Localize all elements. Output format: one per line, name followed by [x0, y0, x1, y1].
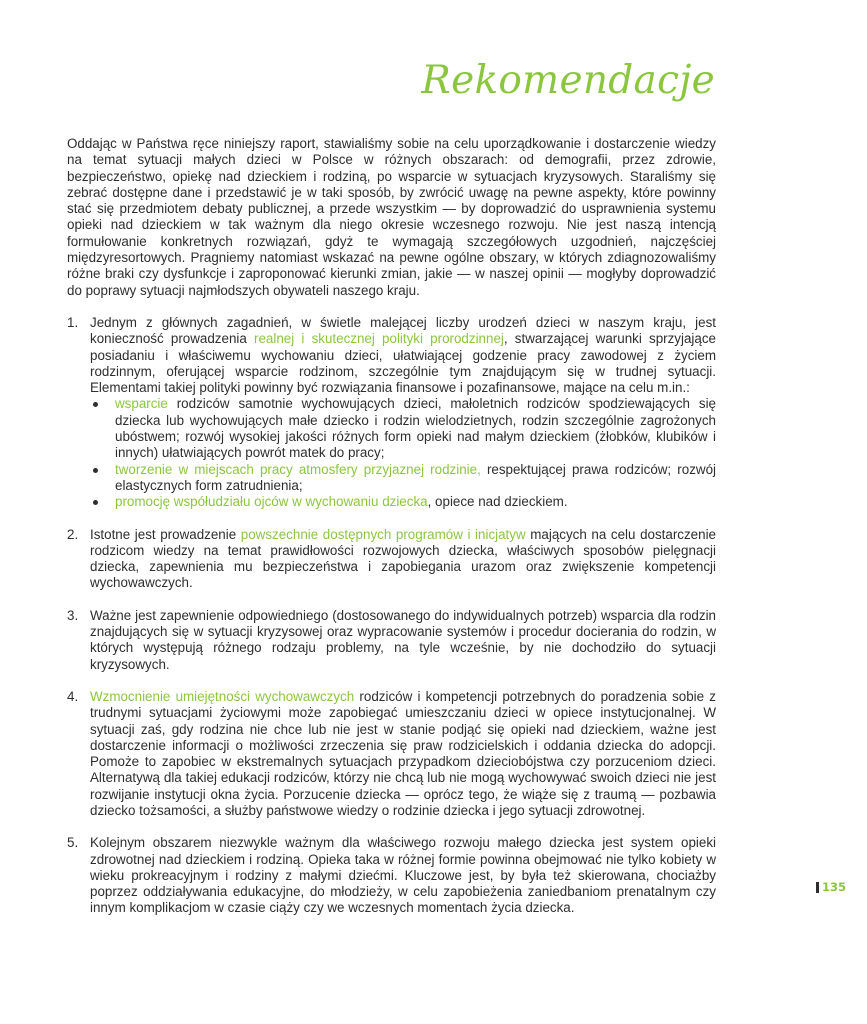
item-text: , stwarzającej warunki sprzyjające posiadaniu i właściwemu wychowaniu dzieci, ułatwiającej godzenie pracy zawodowej z życiem rodzinnym, oferującej wsparcie rodzinom, szczególnie tym znajdującym się w trudnej sytuacji. Elementami takiej polityki powinny być rozwiązania finansowe i pozafinansowe, mające na celu m.in.:	[90, 331, 716, 396]
list-item	[67, 527, 716, 592]
list-item	[67, 689, 716, 819]
item-number: 1.	[67, 314, 79, 330]
bullet-text: respektującej prawa rodziców; rozwój elastycznych form zatrudnienia;	[115, 461, 716, 493]
item-text: Istotne jest prowadzenie	[90, 526, 241, 542]
highlight-text: realnej i skutecznej polityki prorodzinnej	[254, 331, 504, 347]
highlight-text: tworzenie w miejscach pracy atmosfery przyjaznej rodzinie,	[115, 461, 481, 477]
body-text	[67, 136, 716, 933]
bullet-text: , opiece nad dzieckiem.	[427, 494, 568, 510]
bullet-list	[90, 396, 716, 510]
item-number: 2.	[67, 526, 79, 542]
recommendations-list	[67, 315, 716, 917]
bullet-text: rodziców samotnie wychowujących dzieci, małoletnich rodziców spodziewających się dziecka lub wychowujących małe dziecko i rodzin wielodzietnych, rodzin szczególnie zagrożonych ubóstwem; rozwój wysokiej jakości różnych form opieki nad małym dzieckiem (żłobków, klubików i innych) ułatwiających powrót matek do pracy;	[115, 396, 716, 461]
item-text: rodziców i kompetencji potrzebnych do poradzenia sobie z trudnymi sytuacjami życiowymi może zapobiegać umieszczaniu dzieci w opiece instytucjonalnej. W sytuacji zaś, gdy rodzina nie chce lub nie jest w stanie podjąć się opieki nad dzieckiem, ważne jest dostarczenie informacji o możliwości zrzeczenia się praw rodzicielskich i oddania dziecka do adopcji. Pomoże to zapobiec w ekstremalnych sytuacjach przypadkom dzieciobójstwa czy porzuceniom dzieci. Alternatywą dla takiej edukacji rodziców, którzy nie chcą lub nie mogą wychowywać swoich dzieci nie jest rozwijanie instytucji okna życia. Porzucenie dziecka — oprócz tego, że wiąże się z traumą — pozbawia dziecko tożsamości, a służby państwowe wiedzy o rodzinie dziecka i jego sytuacji zdrowotnej.	[90, 688, 716, 818]
highlight-text: Wzmocnienie umiejętności wychowawczych	[90, 688, 355, 704]
highlight-text: wsparcie	[115, 396, 168, 412]
item-text: Kolejnym obszarem niezwykle ważnym dla właściwego rozwoju małego dziecka jest system opieki zdrowotnej nad dzieckiem i rodziną. Opieka taka w różnej formie powinna obejmować nie tylko kobiety w wieku prokreacyjnym i rodziny z małymi dziećmi. Kluczowe jest, by była też skierowana, chociażby poprzez oddziaływania edukacyjne, do młodzieży, w celu zapobieżenia zaniedbaniom prenatalnym czy innym komplikacjom w czasie ciąży czy we wczesnych momentach życia dziecka.	[90, 835, 716, 916]
item-text: Jednym z głównych zagadnień, w świetle malejącej liczby urodzeń dzieci w naszym kraju, jest konieczność prowadzenia	[90, 314, 716, 347]
item-number: 5.	[67, 835, 79, 851]
list-item	[67, 315, 716, 511]
bullet-item	[90, 396, 716, 461]
page-number	[816, 880, 846, 894]
bullet-item	[90, 494, 716, 510]
page-marker-bar	[816, 882, 819, 893]
intro-paragraph: Oddając w Państwa ręce niniejszy raport, stawialiśmy sobie na celu uporządkowanie i dostarczenie wiedzy na temat sytuacji małych dzieci w Polsce w różnych obszarach: od demografii, przez zdrowie, bezpieczeństwo, opiekę nad dzieckiem i rodziną, po wsparcie w sytuacjach kryzysowych. Staraliśmy się zebrać dostępne dane i przedstawić je w taki sposób, by zwrócić uwagę na pewne aspekty, które powinny stać się przedmiotem debaty publicznej, a przede wszystkim — by doprowadzić do usprawnienia systemu opieki nad dzieckiem w tak ważnym dla niego okresie wczesnego rozwoju. Nie jest naszą intencją formułowanie konkretnych rozwiązań, gdyż te wymagają szczegółowych uzgodnień, najczęściej międzyresortowych. Pragniemy natomiast wskazać na pewne ogólne obszary, w których zdiagnozowaliśmy różne braki czy dysfunkcje i zaproponować kierunki zmian, jakie — w naszej opinii — mogłyby doprowadzić do poprawy sytuacji najmłodszych obywateli naszego kraju.	[67, 136, 716, 298]
highlight-text: promocję współudziału ojców w wychowaniu dziecka	[115, 494, 428, 510]
item-number: 3.	[67, 607, 79, 623]
item-text: Ważne jest zapewnienie odpowiedniego (dostosowanego do indywidualnych potrzeb) wsparcia dla rodzin znajdujących się w sytuacji kryzysowej oraz wypracowanie systemów i procedur docierania do rodzin, w których występują różnego rodzaju problemy, na tyle wcześnie, by nie dochodziło do sytuacji kryzysowych.	[90, 607, 716, 672]
bullet-item	[90, 462, 716, 495]
item-number: 4.	[67, 688, 79, 704]
list-item	[67, 835, 716, 916]
highlight-text: powszechnie dostępnych programów i inicjatyw	[240, 526, 526, 542]
item-text: mających na celu dostarczenie rodzicom wiedzy na temat prawidłowości rozwojowych dziecka, właściwych sposobów pielęgnacji dziecka, zapewnienia mu bezpieczeństwa i zapobiegania urazom oraz zwiększenie kompetencji wychowawczych.	[90, 526, 717, 591]
list-item	[67, 608, 716, 673]
page-title: Rekomendacje	[421, 58, 715, 103]
page-number-text: 135	[822, 880, 847, 894]
